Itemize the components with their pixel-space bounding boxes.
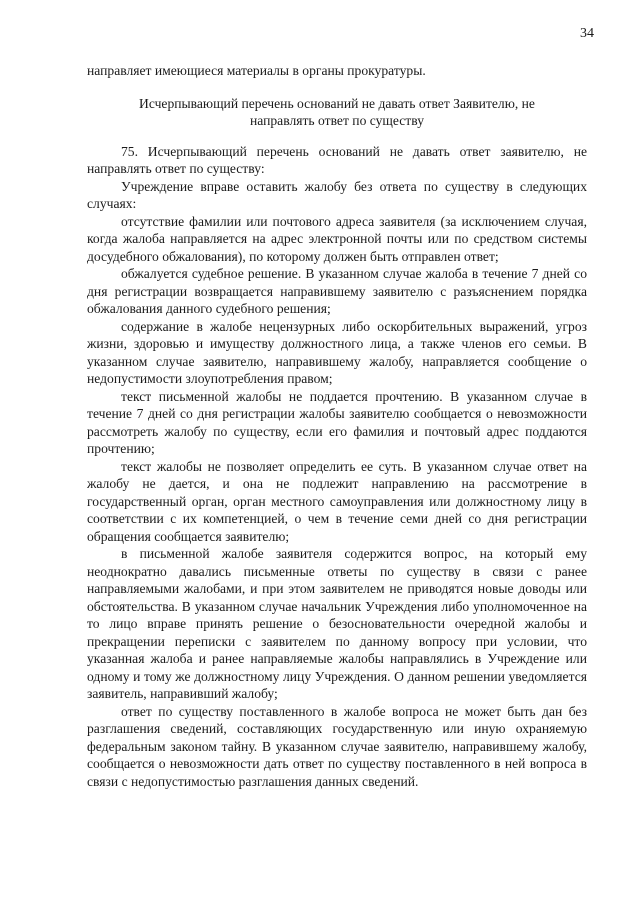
- section-heading: Исчерпывающий перечень оснований не давать ответ Заявителю, не направлять ответ по существу: [139, 95, 535, 128]
- list-item: текст жалобы не позволяет определить ее суть. В указанном случае ответ на жалобу не дается, и она не подлежит направлению на рассмотрение в государственный орган, орган местного самоуправления или должностному лицу в соответствии с их компетенцией, о чем в течение семи дней со дня регистрации обращения сообщается заявителю;: [87, 458, 587, 544]
- list-item: в письменной жалобе заявителя содержится вопрос, на который ему неоднократно давались письменные ответы по существу в связи с ранее направляемыми жалобами, и при этом заявителем не приводятся новые доводы или обстоятельства. В указанном случае начальник Учреждения либо уполномоченное на то лицо вправе принять решение о безосновательности очередной жалобы и прекращении переписки с заявителем по данному вопросу при условии, что указанная жалоба и ранее направляемые жалобы направлялись в Учреждение или одному и тому же должностному лицу Учреждения. О данном решении уведомляется заявитель, направивший жалобу;: [87, 546, 587, 701]
- list-item: содержание в жалобе нецензурных либо оскорбительных выражений, угроз жизни, здоровью и имуществу должностного лица, а также членов его семьи. В указанном случае заявителю, направившему жалобу, направляется сообщение о недопустимости злоупотребления правом;: [87, 318, 587, 386]
- intro-line: направляет имеющиеся материалы в органы прокуратуры.: [87, 63, 426, 78]
- page-number: 34: [580, 26, 594, 41]
- list-item: текст письменной жалобы не поддается прочтению. В указанном случае в течение 7 дней со дня регистрации жалобы заявителю сообщается о невозможности рассмотреть жалобу по существу, если его фамилия и почтовый адрес поддаются прочтению;: [87, 388, 587, 456]
- lead-paragraph: Учреждение вправе оставить жалобу без ответа по существу в следующих случаях:: [87, 178, 587, 211]
- list-item: отсутствие фамилии или почтового адреса заявителя (за исключением случая, когда жалоба направляется на адрес электронной почты или по средством системы досудебного обжалования), по которому должен быть отправлен ответ;: [87, 213, 587, 264]
- list-item: ответ по существу поставленного в жалобе вопроса не может быть дан без разглашения сведений, составляющих государственную или иную охраняемую федеральным законом тайну. В указанном случае заявителю, направившему жалобу, сообщается о невозможности дать ответ по существу поставленного в ней вопроса в связи с недопустимостью разглашения данных сведений.: [87, 703, 587, 789]
- list-item: обжалуется судебное решение. В указанном случае жалоба в течение 7 дней со дня регистрации возвращается направившему заявителю с разъяснением порядка обжалования данного судебного решения;: [87, 266, 587, 316]
- document-body: [87, 62, 587, 790]
- paragraph-75: 75. Исчерпывающий перечень оснований не давать ответ заявителю, не направлять ответ по существу:: [87, 143, 587, 176]
